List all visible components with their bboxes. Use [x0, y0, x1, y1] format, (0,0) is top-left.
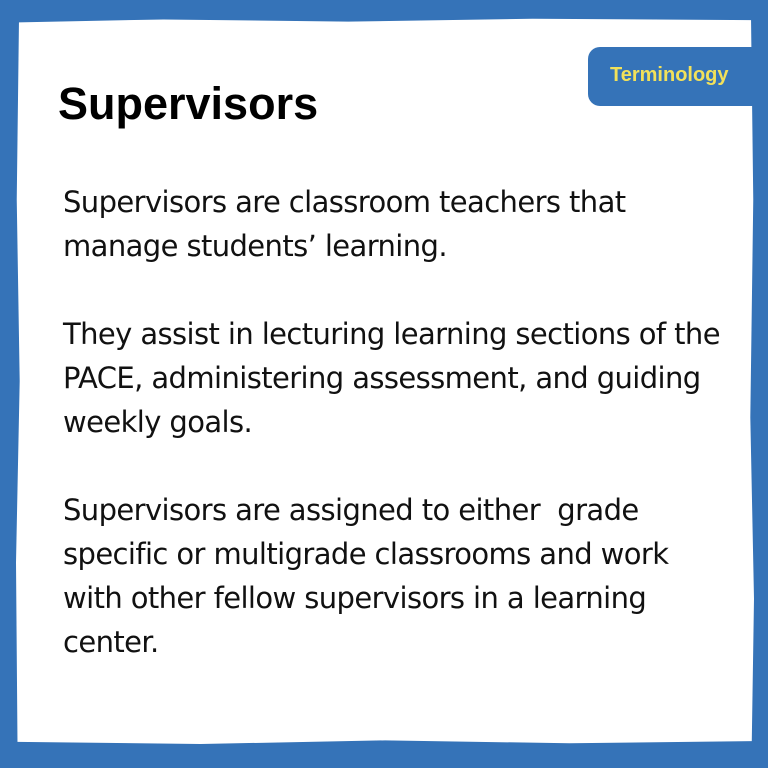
badge-label: Terminology — [610, 64, 729, 86]
paragraph-duties: They assist in lecturing learning sections of the PACE, administering assessment, and guiding weekly goals. — [63, 317, 729, 439]
page-title: Supervisors — [58, 78, 319, 129]
terminology-badge — [588, 47, 768, 106]
body-text — [63, 180, 733, 708]
paragraph-assignment: Supervisors are assigned to either grade specific or multigrade classrooms and work with other fellow supervisors in a learning center. — [63, 493, 678, 659]
paragraph-definition: Supervisors are classroom teachers that manage students’ learning. — [63, 185, 635, 263]
